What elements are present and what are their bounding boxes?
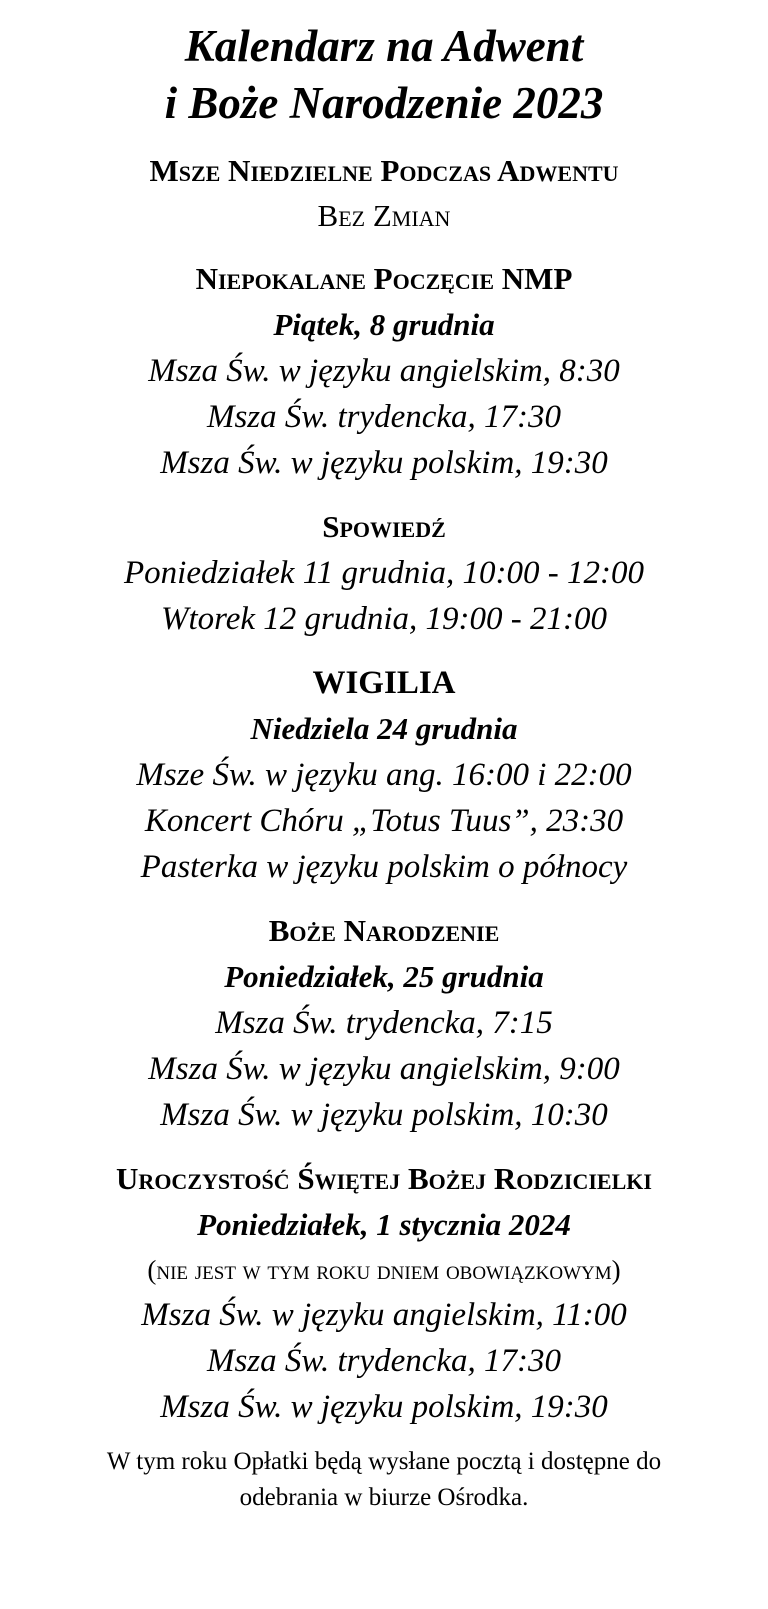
schedule-line: Msza Św. w języku polskim, 10:30 [160, 1097, 608, 1133]
section-date: Niedziela 24 grudnia [250, 711, 518, 746]
title-line-1: Kalendarz na Adwent [184, 21, 584, 71]
section-mary-mother-of-god [0, 1156, 768, 1430]
section-heading: WIGILIA [312, 665, 456, 701]
section-note: (nie jest w tym roku dniem obowiązkowym) [147, 1255, 621, 1285]
section-christmas-eve [0, 660, 768, 890]
schedule-line: Msza Św. w języku angielskim, 9:00 [148, 1051, 620, 1087]
schedule-line: Pasterka w języku polskim o północy [140, 849, 628, 885]
schedule-line: Poniedziałek 11 grudnia, 10:00 - 12:00 [124, 555, 644, 591]
section-christmas-day [0, 908, 768, 1138]
footer-note [0, 1444, 768, 1516]
schedule-line: Msza Św. w języku polskim, 19:30 [160, 445, 608, 481]
section-heading: Uroczystość Świętej Bożej Rodzicielki [116, 1161, 652, 1196]
schedule-line: Wtorek 12 grudnia, 19:00 - 21:00 [160, 601, 608, 637]
section-heading: Msze Niedzielne Podczas Adwentu [149, 153, 619, 188]
section-immaculate-conception [0, 256, 768, 486]
schedule-line: Msza Św. w języku angielskim, 11:00 [141, 1297, 627, 1333]
schedule-line: Msza Św. w języku polskim, 19:30 [160, 1389, 608, 1425]
section-date: Poniedziałek, 25 grudnia [224, 959, 544, 994]
section-date: Piątek, 8 grudnia [273, 307, 495, 342]
footer-line-2: odebrania w biurze Ośrodka. [239, 1484, 529, 1511]
page-title [0, 18, 768, 132]
schedule-line: Koncert Chóru „Totus Tuus”, 23:30 [144, 803, 624, 839]
schedule-line: Msza Św. trydencka, 17:30 [206, 1343, 562, 1379]
section-subheading: Bez Zmian [317, 198, 451, 233]
schedule-line: Msza Św. trydencka, 17:30 [206, 399, 562, 435]
schedule-line: Msza Św. w języku angielskim, 8:30 [148, 353, 620, 389]
section-date: Poniedziałek, 1 stycznia 2024 [197, 1207, 571, 1242]
schedule-line: Msze Św. w języku ang. 16:00 i 22:00 [136, 757, 632, 793]
section-confession [0, 504, 768, 642]
section-heading: Spowiedź [322, 509, 446, 544]
title-line-2: i Boże Narodzenie 2023 [164, 78, 604, 128]
schedule-line: Msza Św. trydencka, 7:15 [215, 1005, 553, 1041]
section-sunday-masses [0, 148, 768, 238]
section-heading: Niepokalane Poczęcie NMP [195, 261, 573, 296]
footer-line-1: W tym roku Opłatki będą wysłane pocztą i dostępne do [106, 1448, 662, 1475]
section-heading: Boże Narodzenie [268, 913, 500, 948]
